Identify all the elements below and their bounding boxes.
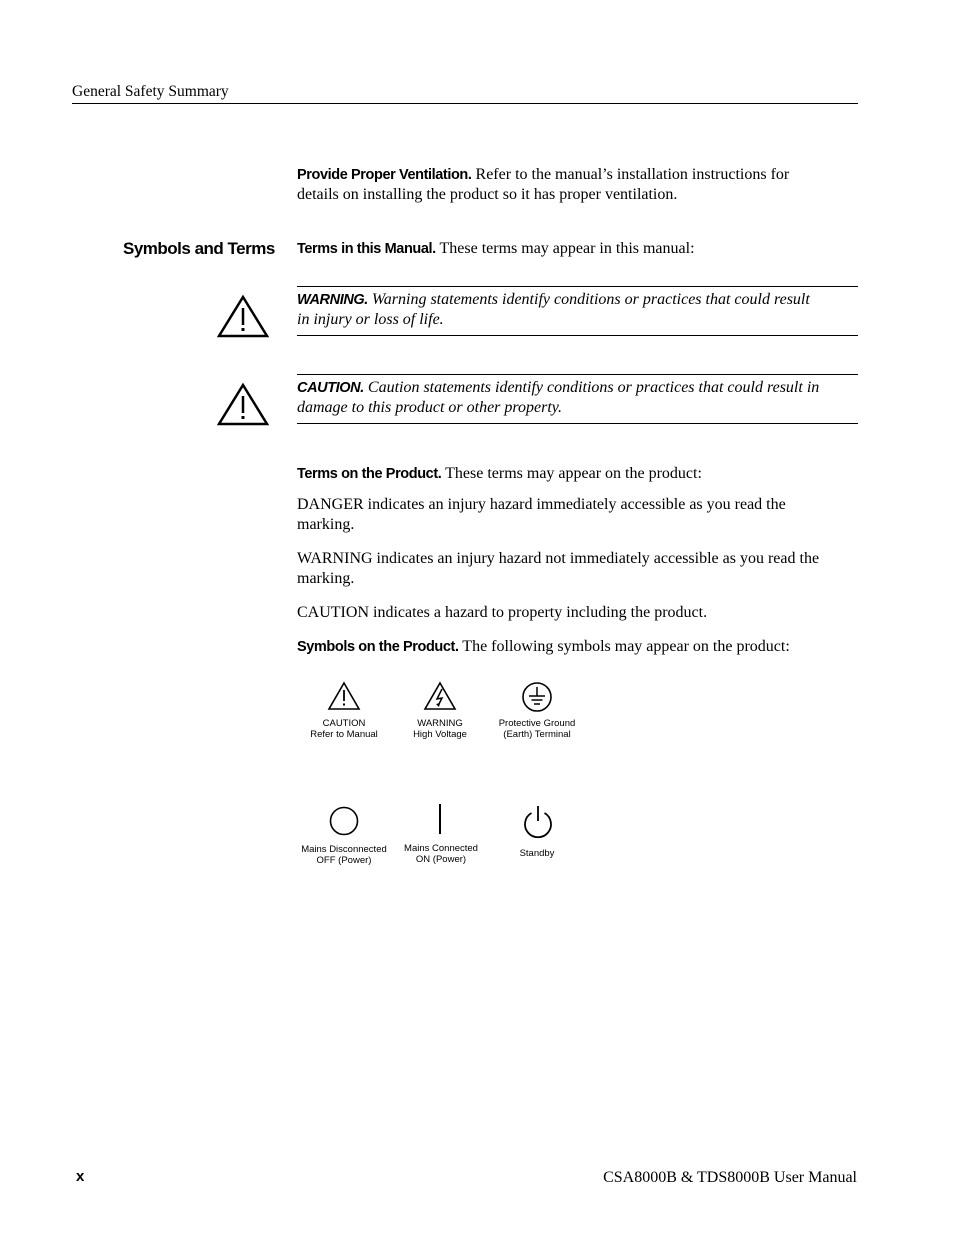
- warning-term-paragraph: [297, 549, 862, 589]
- high-voltage-icon: [422, 680, 458, 712]
- terms-product-paragraph: [297, 464, 862, 484]
- warning-box-text: [297, 290, 862, 330]
- warning-term-text-1: WARNING indicates an injury hazard not immediately accessible as you read the: [297, 550, 820, 567]
- ventilation-text-2: details on installing the product so it has proper ventilation.: [297, 186, 678, 203]
- symbol-label-mains-off: Mains Disconnected OFF (Power): [301, 844, 387, 866]
- symbol-label-caution: CAUTION Refer to Manual: [310, 718, 378, 740]
- warning-text-2: in injury or loss of life.: [297, 311, 444, 328]
- caution-lead: CAUTION.: [297, 380, 364, 396]
- caution-box-top-rule: [297, 374, 858, 375]
- caution-triangle-icon: [216, 382, 270, 428]
- side-heading-symbols-and-terms: Symbols and Terms: [123, 239, 275, 258]
- ventilation-lead: Provide Proper Ventilation.: [297, 167, 472, 183]
- caution-box-text: [297, 378, 862, 418]
- caution-term-paragraph: CAUTION indicates a hazard to property including the product.: [297, 604, 708, 621]
- warning-term-text-2: marking.: [297, 570, 355, 587]
- mains-off-icon: [328, 805, 360, 837]
- warning-box-bottom-rule: [297, 335, 858, 336]
- symbol-label-high-voltage: WARNING High Voltage: [413, 718, 467, 740]
- warning-lead: WARNING.: [297, 292, 368, 308]
- warning-text-1: Warning statements identify conditions or practices that could result: [367, 291, 810, 308]
- mains-on-icon: [432, 802, 448, 836]
- symbol-label-standby: Standby: [519, 848, 555, 859]
- symbols-product-lead: Symbols on the Product.: [297, 639, 459, 655]
- terms-product-lead: Terms on the Product.: [297, 466, 442, 482]
- warning-triangle-icon: [216, 294, 270, 340]
- terms-manual-paragraph: [297, 239, 862, 259]
- caution-box-bottom-rule: [297, 423, 858, 424]
- manual-title-footer: CSA8000B & TDS8000B User Manual: [603, 1169, 857, 1186]
- warning-box-top-rule: [297, 286, 858, 287]
- symbol-label-mains-on: Mains Connected ON (Power): [404, 843, 478, 865]
- danger-text-1: DANGER indicates an injury hazard immediately accessible as you read the: [297, 496, 786, 513]
- danger-paragraph: [297, 495, 862, 535]
- ventilation-paragraph: [297, 165, 862, 205]
- caution-text-1: Caution statements identify conditions or practices that could result in: [363, 379, 820, 396]
- protective-ground-icon: [521, 681, 553, 713]
- terms-product-text: These terms may appear on the product:: [441, 465, 702, 482]
- terms-manual-text: These terms may appear in this manual:: [435, 240, 695, 257]
- page-number: x: [76, 1168, 85, 1185]
- terms-manual-lead: Terms in this Manual.: [297, 241, 436, 257]
- symbols-product-paragraph: [297, 637, 862, 657]
- running-header: General Safety Summary: [72, 83, 229, 100]
- danger-text-2: marking.: [297, 516, 355, 533]
- standby-icon: [521, 804, 555, 840]
- caution-triangle-icon: [326, 680, 362, 712]
- ventilation-text-1: Refer to the manual’s installation instructions for: [471, 166, 790, 183]
- caution-text-2: damage to this product or other property.: [297, 399, 563, 416]
- header-rule: [72, 103, 858, 104]
- symbols-product-text: The following symbols may appear on the product:: [458, 638, 790, 655]
- symbol-label-protective-ground: Protective Ground (Earth) Terminal: [498, 718, 576, 740]
